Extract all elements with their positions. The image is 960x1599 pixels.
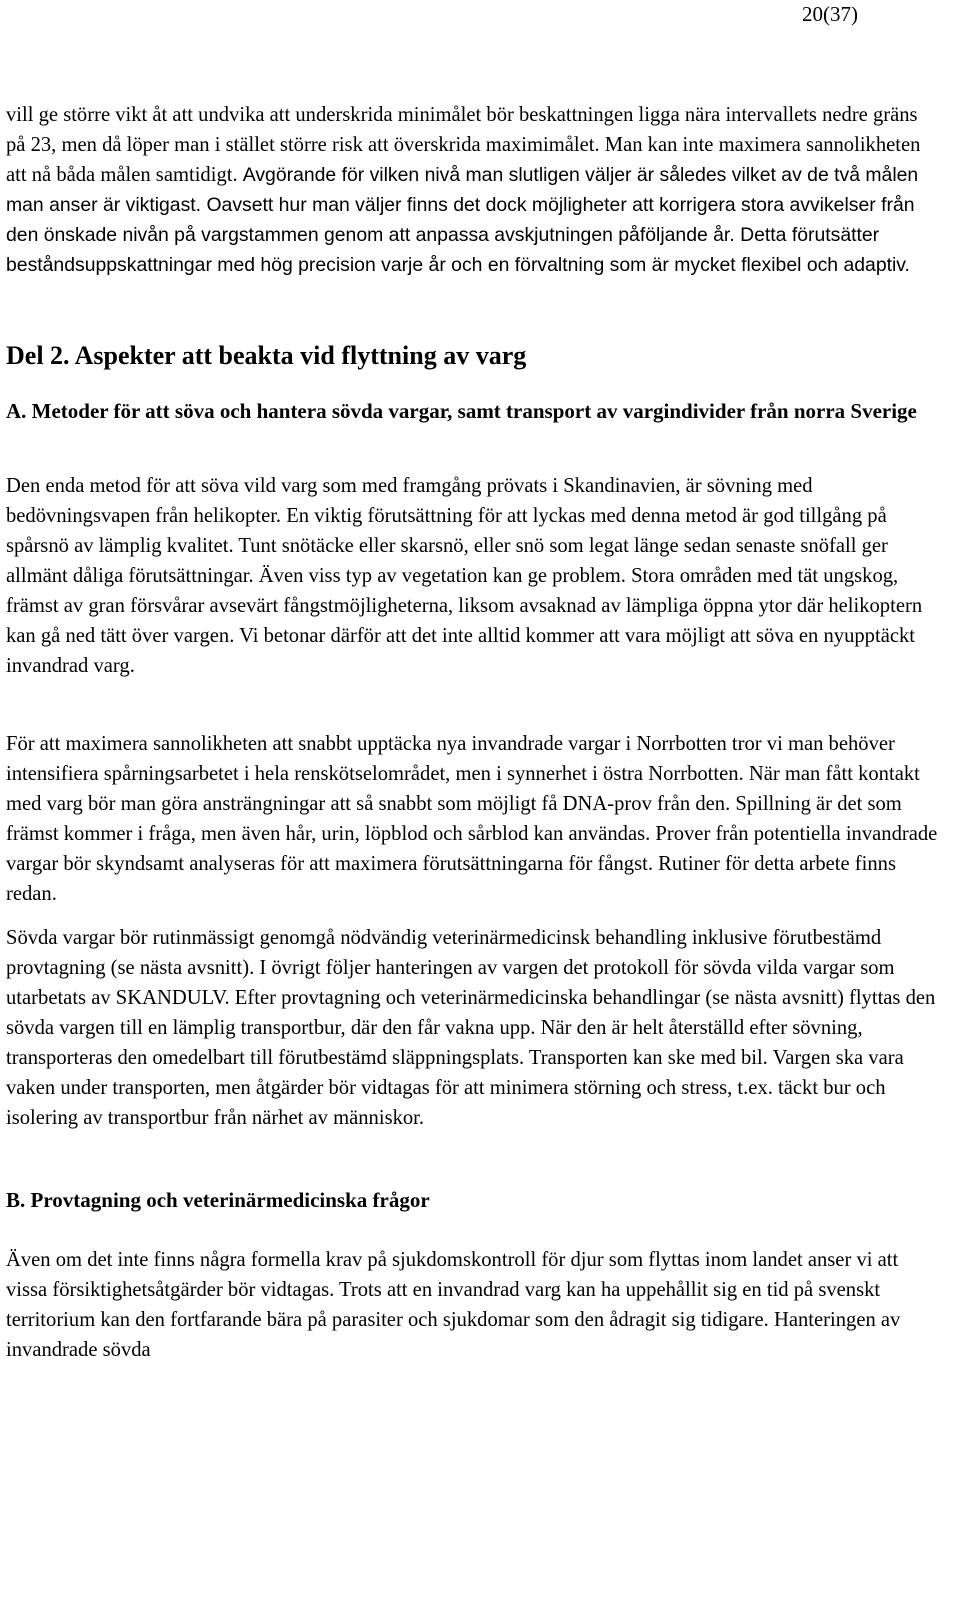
paragraph-sedation-method: Den enda metod för att söva vild varg som med framgång prövats i Skandinavien, är sövning med bedövningsvapen från helikopter. En viktig förutsättning för att lyckas med denna metod är god tillgång på spårsnö av lämplig kvalitet. Tunt snötäcke eller skarsnö, eller snö som legat länge sedan senaste snöfall ger allmänt dåliga förutsättningar. Även viss typ av vegetation kan ge problem. Stora områden med tät ungskog, främst av gran försvårar avsevärt fångstmöjligheterna, liksom avsaknad av lämpliga öppna ytor där helikoptern kan gå ned tätt över vargen. Vi betonar därför att det inte alltid kommer att vara möjligt att söva en nyupptäckt invandrad varg.: [6, 475, 923, 677]
paragraph-disease-control: Även om det inte finns några formella krav på sjukdomskontroll för djur som flyttas inom landet anser vi att vissa försiktighetsåtgärder bör vidtagas. Trots att en invandrad varg kan ha uppehållit sig en tid på svenskt territorium kan den fortfarande bära på parasiter och sjukdomar som den ådragit sig tidigare. Hanteringen av invandrade sövda: [6, 1249, 901, 1361]
section-a-heading: A. Metoder för att söva och hantera sövda vargar, samt transport av vargindivider från norra Sverige: [6, 399, 917, 423]
section-b-heading: B. Provtagning och veterinärmedicinska frågor: [6, 1188, 430, 1212]
paragraph-detection: För att maximera sannolikheten att snabbt upptäcka nya invandrade vargar i Norrbotten tror vi man behöver intensifiera spårningsarbetet i hela renskötselområdet, men i synnerhet i östra Norrbotten. När man fått kontakt med varg bör man göra ansträngningar att så snabbt som möjligt få DNA-prov från den. Spillning är det som främst kommer i fråga, men även hår, urin, löpblod och sårblod kan användas. Prover från potentiella invandrade vargar bör skyndsamt analyseras för att maximera förutsättningarna för fångst. Rutiner för detta arbete finns redan.: [6, 733, 938, 905]
page-number: 20(37): [802, 2, 858, 26]
paragraph-handling: Sövda vargar bör rutinmässigt genomgå nödvändig veterinärmedicinsk behandling inklusive förutbestämd provtagning (se nästa avsnitt). I övrigt följer hanteringen av vargen det protokoll för sövda vilda vargar som utarbetats av SKANDULV. Efter provtagning och veterinärmedicinska behandlingar (se nästa avsnitt) flyttas den sövda vargen till en lämplig transportbur, där den får vakna upp. När den är helt återställd efter sövning, transporteras den omedelbart till förutbestämd släppningsplats. Transporten kan ske med bil. Vargen ska vara vaken under transporten, men åtgärder bör vidtagas för att minimera störning och stress, t.ex. täckt bur och isolering av transportbur från närhet av människor.: [6, 927, 936, 1129]
part-heading: Del 2. Aspekter att beakta vid flyttning av varg: [6, 341, 527, 370]
paragraph-intro-part-a: vill ge större vikt åt att undvika att underskrida minimålet bör beskattningen ligga nära intervallets nedre gräns på 23, men då löper man i stället större risk att överskrida maximimålet. Man kan inte maximera sannolikheten att nå båda målen samtidigt.: [6, 104, 921, 186]
paragraph-intro: [6, 100, 942, 280]
document-body: [6, 100, 942, 1365]
paragraph-intro-part-b: Avgörande för vilken nivå man slutligen väljer är således vilket av de två målen man anser är viktigast. Oavsett hur man väljer finns det dock möjligheter att korrigera stora avvikelser från den önskade nivån på vargstammen genom att anpassa avskjutningen påföljande år. Detta förutsätter beståndsuppskattningar med hög precision varje år och en förvaltning som är mycket flexibel och adaptiv.: [6, 164, 919, 276]
